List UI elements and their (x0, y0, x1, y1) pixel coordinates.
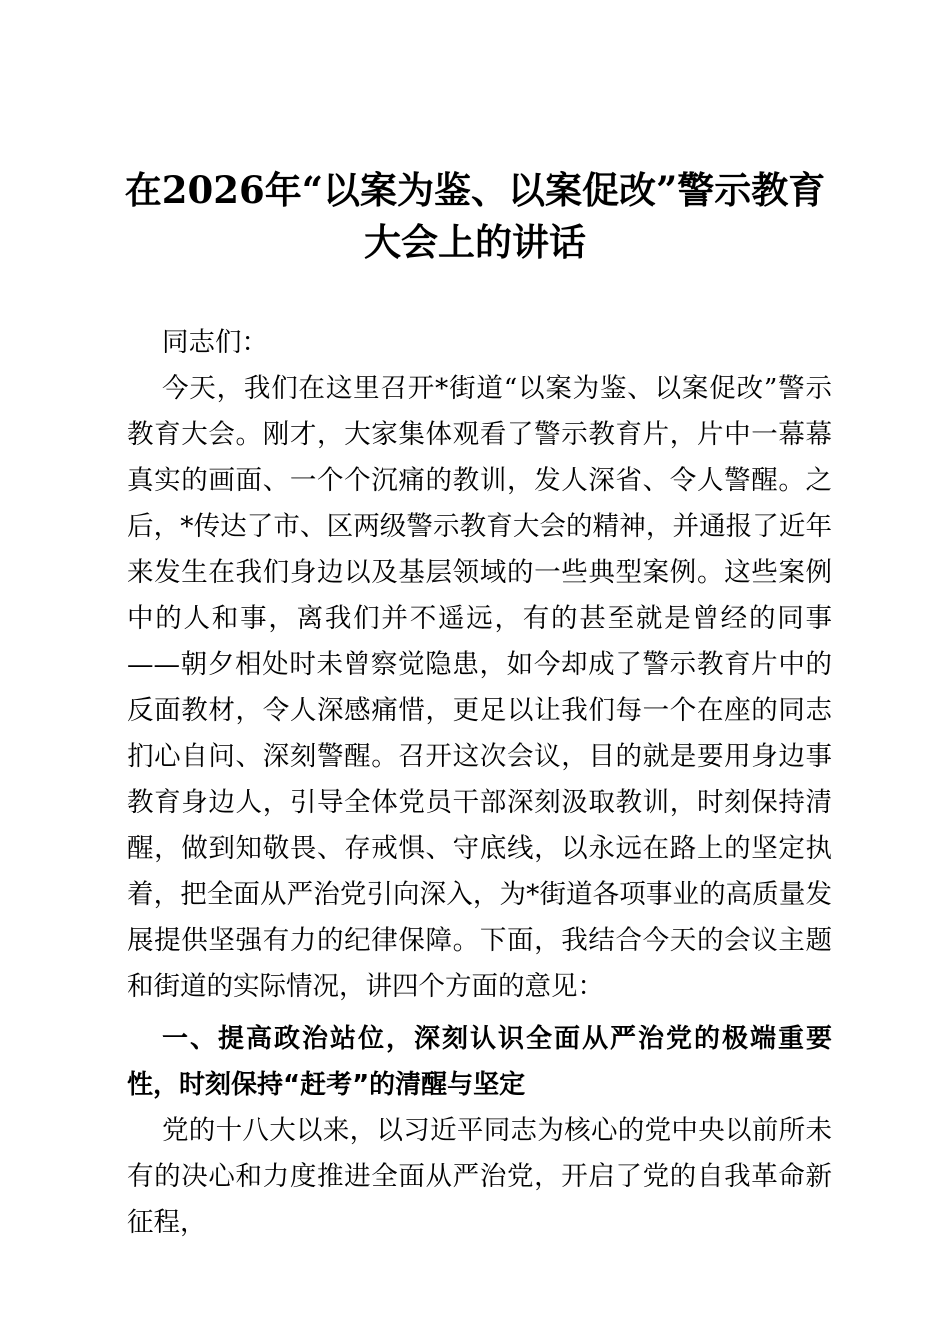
paragraph-section-1: 党的十八大以来，以习近平同志为核心的党中央以前所未有的决心和力度推进全面从严治党，开启了党的自我革命新征程， (127, 1115, 832, 1238)
salutation: 同志们： (162, 327, 268, 358)
document-title-line-1: 在2026年“以案为鉴、以案促改”警示教育 (124, 168, 826, 212)
paragraph-intro: 今天，我们在这里召开*街道“以案为鉴、以案促改”警示教育大会。刚才，大家集体观看了警示教育片，片中一幕幕真实的画面、一个个沉痛的教训，发人深省、令人警醒。之后，*传达了市、区两级警示教育大会的精神，并通报了近年来发生在我们身边以及基层领域的一些典型案例。这些案例中的人和事，离我们并不遥远，有的甚至就是曾经的同事——朝夕相处时未曾察觉隐患，如今却成了警示教育片中的反面教材，令人深感痛惜，更足以让我们每一个在座的同志扪心自问、深刻警醒。召开这次会议，目的就是要用身边事教育身边人，引导全体党员干部深刻汲取教训，时刻保持清醒，做到知敬畏、存戒惧、守底线，以永远在路上的坚定执着，把全面从严治党引向深入，为*街道各项事业的高质量发展提供坚强有力的纪律保障。下面，我结合今天的会议主题和街道的实际情况，讲四个方面的意见： (127, 373, 832, 1002)
document-title-line-2: 大会上的讲话 (364, 220, 586, 264)
document-body (127, 320, 832, 1246)
section-heading-1: 一、提高政治站位，深刻认识全面从严治党的极端重要性，时刻保持“赶考”的清醒与坚定 (127, 1024, 832, 1100)
